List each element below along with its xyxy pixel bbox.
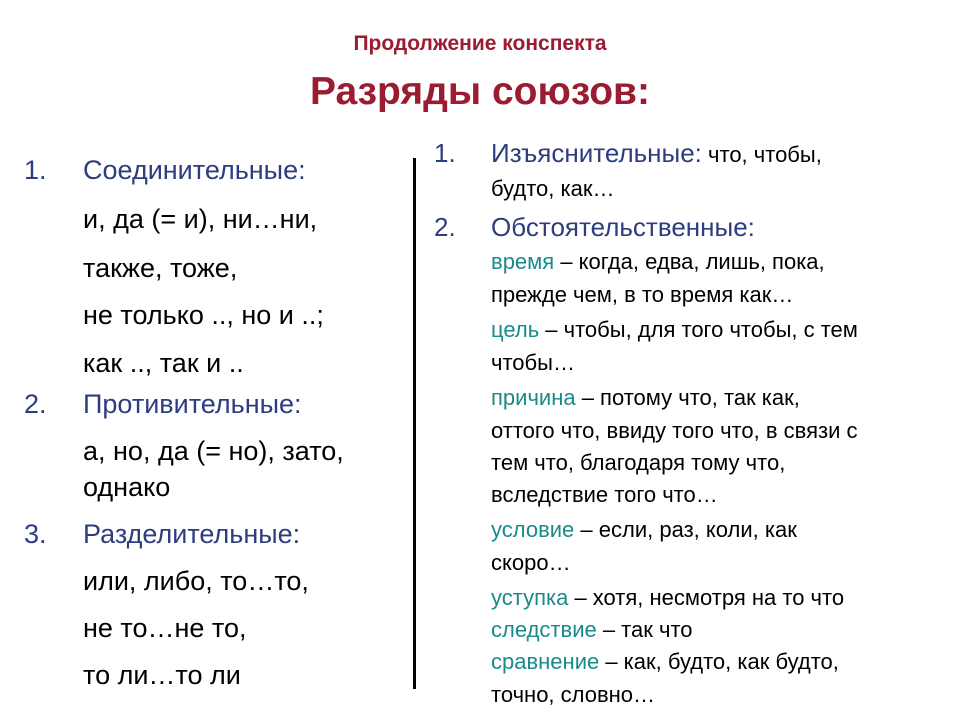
list-item-heading (24, 384, 409, 424)
right-column (434, 134, 954, 707)
category-name: Разделительные: (83, 519, 301, 549)
category-name: Соединительные: (83, 155, 306, 185)
list-item-heading (24, 514, 409, 554)
column-divider (413, 158, 416, 689)
conjunction-text: точно, словно… (491, 682, 656, 707)
conjunction-text: – хотя, несмотря на то что (568, 585, 845, 610)
conjunction-line: однако (83, 472, 171, 502)
subtitle: Продолжение конспекта (353, 32, 607, 55)
conjunction-line: также, тоже, (83, 253, 238, 283)
conjunction-line (491, 314, 858, 346)
circumstance-keyword: время (491, 249, 555, 274)
conjunction-line (491, 679, 655, 711)
conjunction-line (491, 415, 858, 447)
list-item-heading (24, 150, 409, 190)
conjunction-line (491, 614, 693, 646)
conjunction-line (491, 582, 844, 614)
conjunction-text: – так что (596, 617, 693, 642)
conjunction-text: что, чтобы, (701, 142, 822, 167)
conjunction-text: – если, раз, коли, как (574, 517, 797, 542)
conjunction-text: – чтобы, для того чтобы, с тем (539, 317, 858, 342)
conjunction-text: – потому что, так как, (575, 385, 800, 410)
conjunction-text: оттого что, ввиду того что, в связи с (491, 418, 858, 443)
conjunction-text: вследствие того что… (491, 482, 718, 507)
list-item-heading (434, 134, 954, 174)
conjunction-text: прежде чем, в то время как… (491, 282, 794, 307)
list-number: 3. (24, 519, 47, 549)
conjunction-line: будто, как… (491, 176, 615, 201)
conjunction-line (491, 447, 785, 479)
category-name: Изъяснительные: (491, 138, 702, 168)
list-number: 1. (24, 155, 47, 185)
conjunction-line: не только .., но и ..; (83, 300, 324, 330)
conjunction-line (491, 347, 575, 379)
conjunction-line (491, 514, 797, 546)
category-name: Обстоятельственные: (491, 212, 755, 242)
conjunction-line: или, либо, то…то, (83, 566, 309, 596)
conjunction-line (491, 246, 825, 278)
circumstance-keyword: условие (491, 517, 575, 542)
conjunction-text: – как, будто, как будто, (599, 649, 839, 674)
list-number: 1. (434, 138, 456, 168)
conjunction-line (491, 646, 839, 678)
list-number: 2. (434, 212, 456, 242)
page-title: Разряды союзов: (309, 70, 651, 113)
conjunction-line (491, 547, 571, 579)
circumstance-keyword: сравнение (491, 649, 600, 674)
circumstance-keyword: следствие (491, 617, 597, 642)
conjunction-line: не то…не то, (83, 613, 247, 643)
list-item-heading (434, 208, 954, 246)
conjunction-line: а, но, да (= но), зато, (83, 436, 344, 466)
conjunction-text: скоро… (491, 550, 571, 575)
circumstance-keyword: уступка (491, 585, 569, 610)
conjunction-line: то ли…то ли (83, 660, 241, 690)
left-column (24, 150, 409, 694)
circumstance-keyword: цель (491, 317, 540, 342)
conjunction-line: и, да (= и), ни…ни, (83, 204, 318, 234)
conjunction-line (491, 279, 793, 311)
conjunction-text: тем что, благодаря тому что, (491, 450, 786, 475)
conjunction-line (491, 479, 718, 511)
list-number: 2. (24, 389, 47, 419)
circumstance-keyword: причина (491, 385, 576, 410)
category-name: Противительные: (83, 389, 302, 419)
conjunction-line (491, 382, 800, 414)
conjunction-line: как .., так и .. (83, 348, 244, 378)
conjunction-text: – когда, едва, лишь, пока, (554, 249, 825, 274)
conjunction-text: чтобы… (491, 350, 575, 375)
